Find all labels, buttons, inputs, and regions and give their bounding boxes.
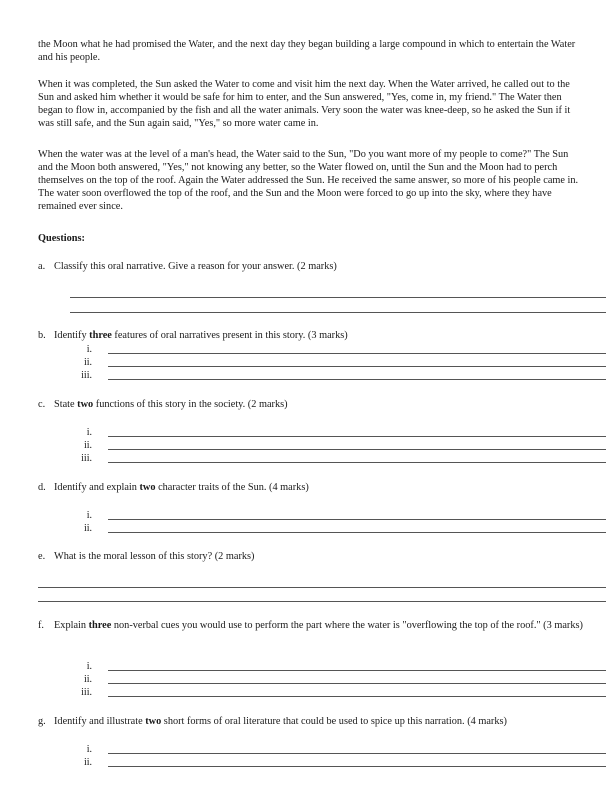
roman-numeral: i.: [86, 744, 92, 755]
question-text: What is the moral lesson of this story? (2 marks): [54, 551, 255, 562]
passage-paragraph-2: When it was completed, the Sun asked the Water to come and visit him the next day. When the Water arrived, he called out to the Sun and asked him whether it would be safe for him to enter, and the Sun answered, "Yes, come in, my friend." The Water then began to flow in, accompanied by the fish and all the water animals. Very soon the water was knee-deep, so he asked the Sun if it was still safe, and the Sun again said, "Yes," so more water came in.: [38, 79, 571, 129]
answer-row[interactable]: [76, 523, 610, 535]
passage-paragraph-3: When the water was at the level of a man's head, the Water said to the Sun, "Do you want more of my people to come?" The Sun and the Moon both answered, "Yes," not knowing any better, so the Water flowed on, until the Sun and the Moon had to perch themselves on the top of the roof. Again the Water addressed the Sun. He received the same answer, so more of his people came in. The water soon overflowed the top of the roof, and the Sun and the Moon were forced to go up into the sky, where they have remained ever since.: [38, 149, 579, 212]
question-text: Explain three non-verbal cues you would use to perform the part where the water is "overflowing the top of the roof." (3 marks): [54, 620, 583, 631]
roman-numeral: ii.: [83, 674, 92, 685]
question-letter: a.: [38, 261, 46, 272]
answer-line[interactable]: [108, 753, 606, 754]
roman-numeral: ii.: [83, 357, 92, 368]
answer-line[interactable]: [108, 670, 606, 671]
question-letter: g.: [38, 716, 46, 727]
answer-line[interactable]: [38, 601, 606, 602]
answer-line[interactable]: [70, 312, 606, 313]
roman-numeral: iii.: [81, 687, 92, 698]
answer-row[interactable]: [76, 440, 610, 452]
question-text: Classify this oral narrative. Give a reason for your answer. (2 marks): [54, 261, 337, 272]
roman-numeral: i.: [86, 661, 92, 672]
answer-line[interactable]: [108, 766, 606, 767]
question-text: Identify three features of oral narratives present in this story. (3 marks): [54, 330, 348, 341]
answer-row[interactable]: [76, 661, 610, 673]
answer-line[interactable]: [108, 519, 606, 520]
question-letter: b.: [38, 330, 46, 341]
question-text: Identify and explain two character traits of the Sun. (4 marks): [54, 482, 309, 493]
answer-line[interactable]: [108, 379, 606, 380]
answer-line[interactable]: [108, 436, 606, 437]
question-text: State two functions of this story in the society. (2 marks): [54, 399, 288, 410]
answer-row[interactable]: [76, 687, 610, 699]
roman-numeral: i.: [86, 344, 92, 355]
answer-row[interactable]: [76, 453, 610, 465]
answer-row[interactable]: [76, 510, 610, 522]
answer-line[interactable]: [108, 449, 606, 450]
question-letter: e.: [38, 551, 46, 562]
answer-row[interactable]: [76, 674, 610, 686]
answer-row[interactable]: [76, 357, 610, 369]
answer-line[interactable]: [108, 696, 606, 697]
roman-numeral: iii.: [81, 453, 92, 464]
questions-heading: Questions:: [38, 233, 85, 244]
answer-line[interactable]: [70, 297, 606, 298]
roman-numeral: i.: [86, 427, 92, 438]
roman-numeral: i.: [86, 510, 92, 521]
question-letter: d.: [38, 482, 46, 493]
answer-line[interactable]: [108, 366, 606, 367]
question-letter: c.: [38, 399, 46, 410]
passage-paragraph-1: the Moon what he had promised the Water, and the next day they began building a large compound in which to entertain the Water and his people.: [38, 39, 576, 63]
answer-row[interactable]: [76, 370, 610, 382]
answer-row[interactable]: [76, 757, 610, 769]
answer-line[interactable]: [108, 683, 606, 684]
roman-numeral: ii.: [83, 523, 92, 534]
answer-line[interactable]: [108, 532, 606, 533]
question-letter: f.: [38, 620, 45, 631]
roman-numeral: iii.: [81, 370, 92, 381]
roman-numeral: ii.: [83, 757, 92, 768]
roman-numeral: ii.: [83, 440, 92, 451]
question-text: Identify and illustrate two short forms of oral literature that could be used to spice up this narration. (4 marks): [54, 716, 507, 727]
answer-row[interactable]: [76, 427, 610, 439]
answer-line[interactable]: [38, 587, 606, 588]
answer-row[interactable]: [76, 344, 610, 356]
answer-line[interactable]: [108, 353, 606, 354]
answer-line[interactable]: [108, 462, 606, 463]
answer-row[interactable]: [76, 744, 610, 756]
